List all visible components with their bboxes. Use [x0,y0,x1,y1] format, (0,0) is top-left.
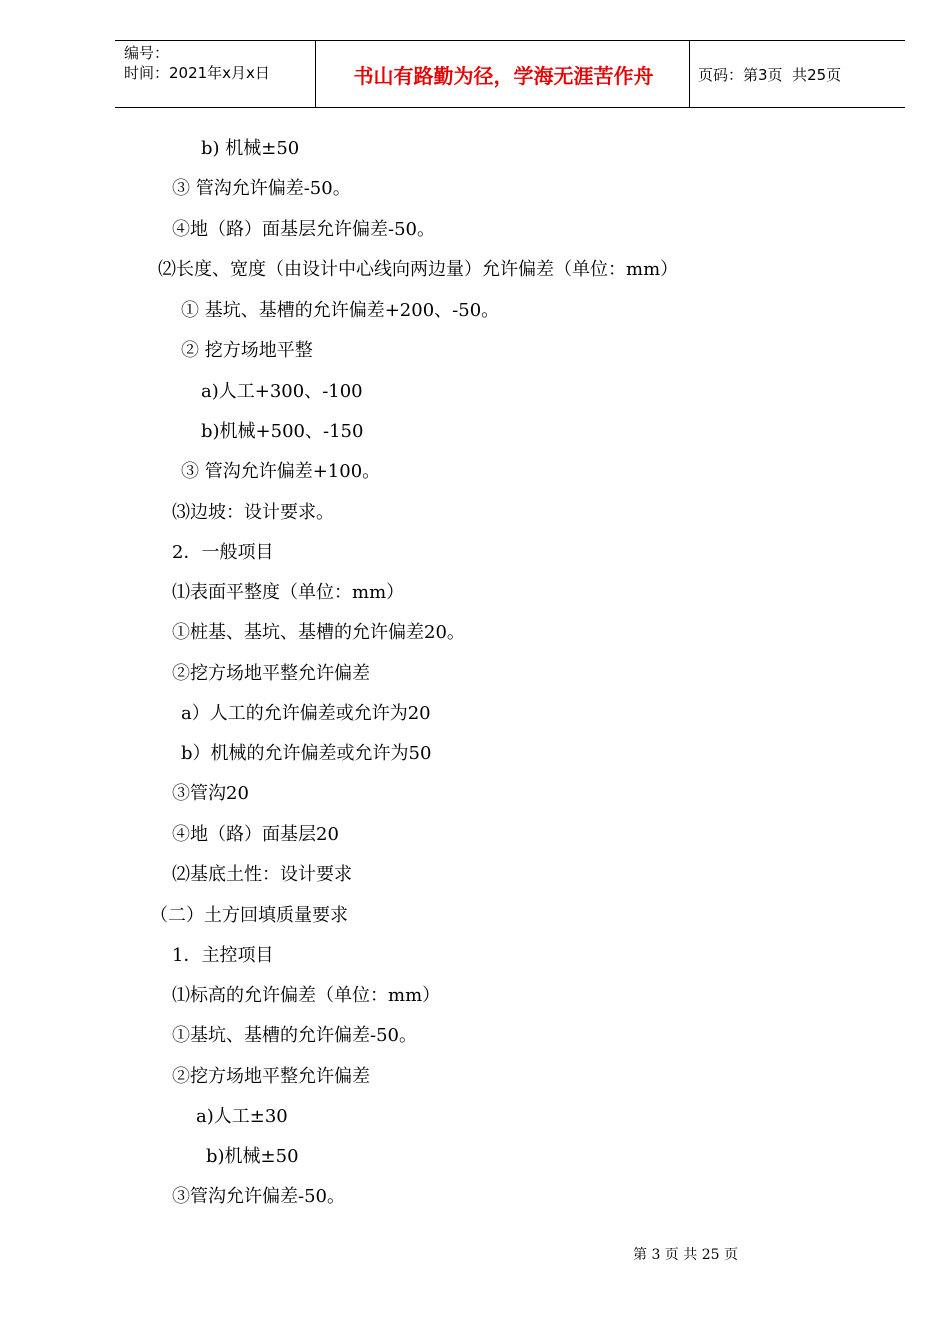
text-line: 1．主控项目 [172,945,274,966]
text-line: ④地（路）面基层允许偏差-50。 [172,219,435,240]
header-motto: 书山有路勤为径，学海无涯苦作舟 [353,64,654,88]
text-line: b)机械±50 [206,1146,299,1167]
text-line: ③管沟20 [172,783,249,804]
text-line: b) 机械±50 [201,138,300,159]
text-line: a）人工的允许偏差或允许为20 [181,703,431,724]
text-line: b）机械的允许偏差或允许为50 [181,743,432,764]
text-line: ③ 管沟允许偏差-50。 [172,178,351,199]
text-line: b)机械+500、-150 [201,421,364,442]
text-line: a)人工±30 [196,1106,288,1127]
text-line: 2．一般项目 [172,542,274,563]
text-line: ① 基坑、基槽的允许偏差+200、-50。 [181,300,500,321]
text-line: ⑴标高的允许偏差（单位：mm） [172,985,441,1006]
header-id-label: 编号： [124,44,170,62]
text-line: ② 挖方场地平整 [181,340,313,361]
header-time-label: 时间：2021年x月x日 [124,64,270,82]
text-line: ⑵基底土性：设计要求 [172,864,352,885]
text-line: ①桩基、基坑、基槽的允许偏差20。 [172,622,465,643]
text-line: ⑵长度、宽度（由设计中心线向两边量）允许偏差（单位：mm） [158,259,679,280]
text-line: （二）土方回填质量要求 [150,905,348,926]
text-line: a)人工+300、-100 [201,381,363,402]
text-line: ②挖方场地平整允许偏差 [172,1066,370,1087]
text-line: ②挖方场地平整允许偏差 [172,663,370,684]
text-line: ⑶边坡：设计要求。 [172,502,334,523]
page-footer: 第 3 页 共 25 页 [633,1247,738,1263]
header-page-info: 页码：第3页 共25页 [698,66,842,84]
text-line: ③ 管沟允许偏差+100。 [181,461,381,482]
text-line: ①基坑、基槽的允许偏差-50。 [172,1025,417,1046]
text-line: ④地（路）面基层20 [172,824,339,845]
text-line: ⑴表面平整度（单位：mm） [172,582,405,603]
text-line: ③管沟允许偏差-50。 [172,1186,345,1207]
